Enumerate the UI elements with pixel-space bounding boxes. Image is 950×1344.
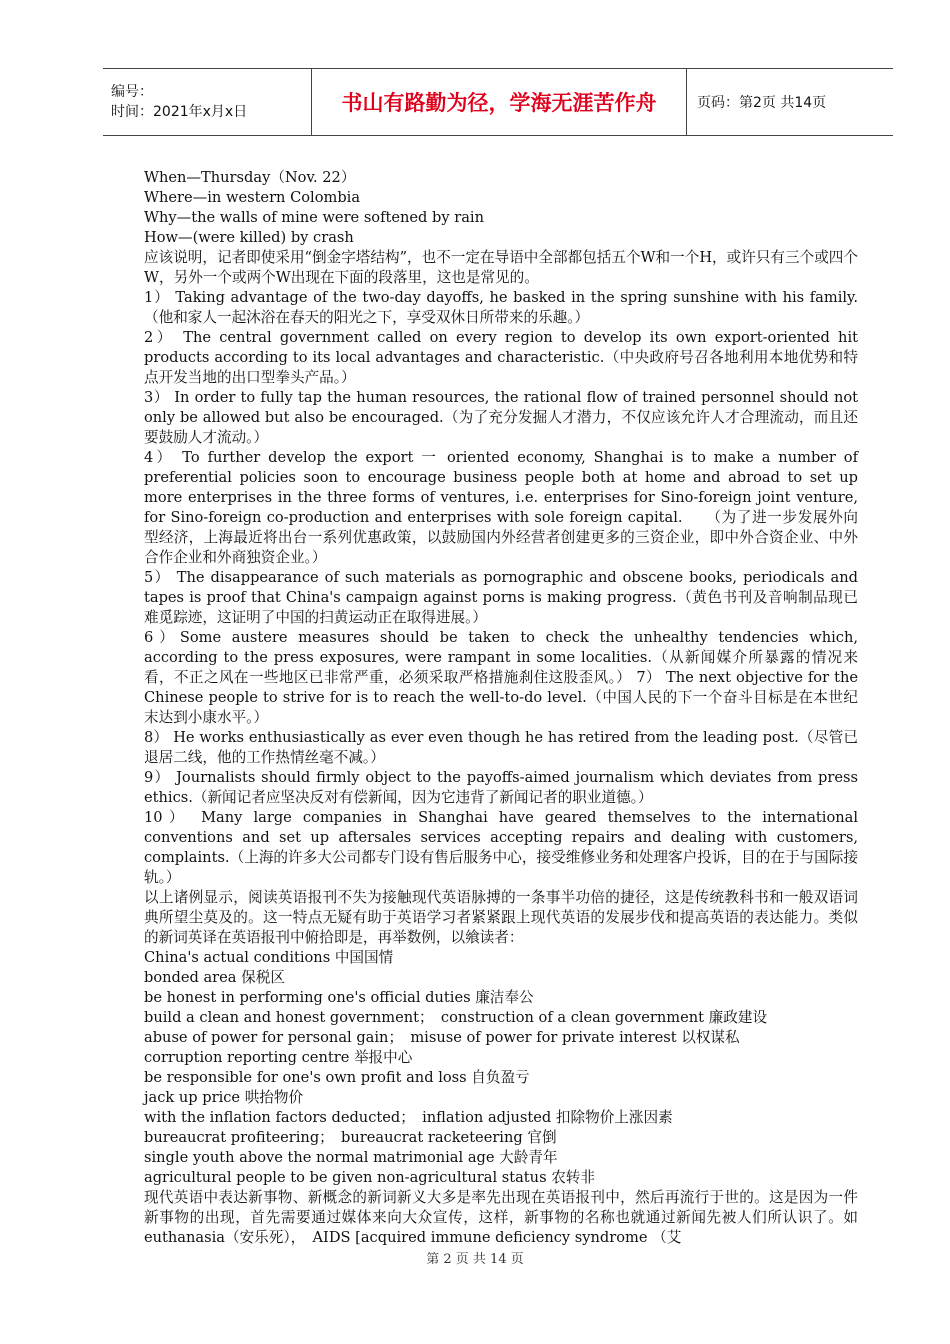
document-number-label: 编号： (111, 84, 153, 100)
paragraph: 10） Many large companies in Shanghai have geared themselves to the international conventions and set up aftersales services accepting repairs and dealing with customers, complaints.（上海的许多大公司都专门设有售后服务中心，接受维修业务和处理客户投诉，目的在于与国际接轨。） (144, 809, 858, 886)
paragraph: 1） Taking advantage of the two-day dayoffs, he basked in the spring sunshine with his family.（他和家人一起沐浴在春天的阳光之下，享受双休日所带来的乐趣。） (144, 289, 858, 326)
paragraph: jack up price 哄抬物价 (144, 1089, 304, 1106)
paragraph: 2） The central government called on every region to develop its own export-oriented hit products according to its local advantages and characteristic.（中央政府号召各地利用本地优势和特点开发当地的出口型拳头产品。） (144, 329, 858, 386)
paragraph: 应该说明，记者即使采用“倒金字塔结构”，也不一定在导语中全部都包括五个W和一个H，或许只有三个或四个W，另外一个或两个W出现在下面的段落里，这也是常见的。 (144, 249, 858, 286)
paragraph: 以上诸例显示，阅读英语报刊不失为接触现代英语脉搏的一条事半功倍的捷径，这是传统教科书和一般双语词典所望尘莫及的。这一特点无疑有助于英语学习者紧紧跟上现代英语的发展步伐和提高英语的表达能力。类似的新词英译在英语报刊中俯拾即是，再举数例，以飨读者： (144, 889, 858, 946)
paragraph: 3） In order to fully tap the human resources, the rational flow of trained personnel should not only be allowed but also be encouraged.（为了充分发掘人才潜力，不仅应该允许人才合理流动，而且还要鼓励人才流动。） (144, 389, 858, 446)
paragraph: be responsible for one's own profit and loss 自负盈亏 (144, 1069, 530, 1086)
document-date: 时间：2021年x月x日 (111, 104, 248, 120)
paragraph: single youth above the normal matrimonial age 大龄青年 (144, 1149, 558, 1166)
paragraph: corruption reporting centre 举报中心 (144, 1049, 413, 1066)
paragraph: Where—in western Colombia (144, 189, 361, 206)
paragraph: When—Thursday（Nov. 22） (144, 169, 356, 186)
paragraph: bureaucrat profiteering； bureaucrat racketeering 官倒 (144, 1129, 557, 1146)
paragraph: be honest in performing one's official duties 廉洁奉公 (144, 989, 534, 1006)
document-body (144, 168, 858, 1248)
paragraph: China's actual conditions 中国国情 (144, 949, 394, 966)
page-footer: 第 2 页 共 14 页 (426, 1252, 524, 1267)
paragraph: How—(were killed) by crash (144, 229, 354, 246)
paragraph: 8） He works enthusiastically as ever even though he has retired from the leading post.（尽管已退居二线，他的工作热情丝毫不减。） (144, 729, 858, 766)
header-meta (103, 69, 312, 136)
paragraph: agricultural people to be given non-agricultural status 农转非 (144, 1169, 595, 1186)
paragraph: Why—the walls of mine were softened by rain (144, 209, 484, 226)
paragraph: 9） Journalists should firmly object to the payoffs-aimed journalism which deviates from press ethics.（新闻记者应坚决反对有偿新闻，因为它违背了新闻记者的职业道德。） (144, 769, 858, 806)
page-header (103, 68, 893, 136)
paragraph: with the inflation factors deducted； inflation adjusted 扣除物价上涨因素 (144, 1109, 673, 1126)
paragraph: build a clean and honest government； construction of a clean government 廉政建设 (144, 1009, 768, 1026)
paragraph: 现代英语中表达新事物、新概念的新词新义大多是率先出现在英语报刊中，然后再流行于世的。这是因为一件新事物的出现，首先需要通过媒体来向大众宣传，这样，新事物的名称也就通过新闻先被人们所认识了。如euthanasia（安乐死）， AIDS [acquired immune deficiency syndrome （艾 (144, 1189, 858, 1246)
paragraph: bonded area 保税区 (144, 969, 285, 986)
paragraph: abuse of power for personal gain； misuse of power for private interest 以权谋私 (144, 1029, 740, 1046)
paragraph: 6）Some austere measures should be taken to check the unhealthy tendencies which, according to the press exposures, were rampant in some localities.（从新闻媒介所暴露的情况来看，不正之风在一些地区已非常严重，必须采取严格措施刹住这股歪风。） 7） The next objective for the Chinese people to strive for is to reach the well-to-do level.（中国人民的下一个奋斗目标是在本世纪末达到小康水平。） (144, 629, 858, 726)
header-motto: 书山有路勤为径，学海无涯苦作舟 (312, 69, 687, 136)
header-page-info: 页码：第2页 共14页 (687, 69, 894, 136)
paragraph: 4） To further develop the export 一 oriented economy, Shanghai is to make a number of preferential policies soon to encourage business people both at home and abroad to set up more enterprises in the three forms of ventures, i.e. enterprises for Sino-foreign joint venture, for Sino-foreign co-production and enterprises with sole foreign capital. （为了进一步发展外向型经济，上海最近将出台一系列优惠政策，以鼓励国内外经营者创建更多的三资企业，即中外合资企业、中外合作企业和外商独资企业。） (144, 449, 858, 566)
paragraph: 5） The disappearance of such materials as pornographic and obscene books, periodicals and tapes is proof that China's campaign against porns is making progress.（黄色书刊及音响制品现已难觅踪迹，这证明了中国的扫黄运动正在取得进展。） (144, 569, 858, 626)
